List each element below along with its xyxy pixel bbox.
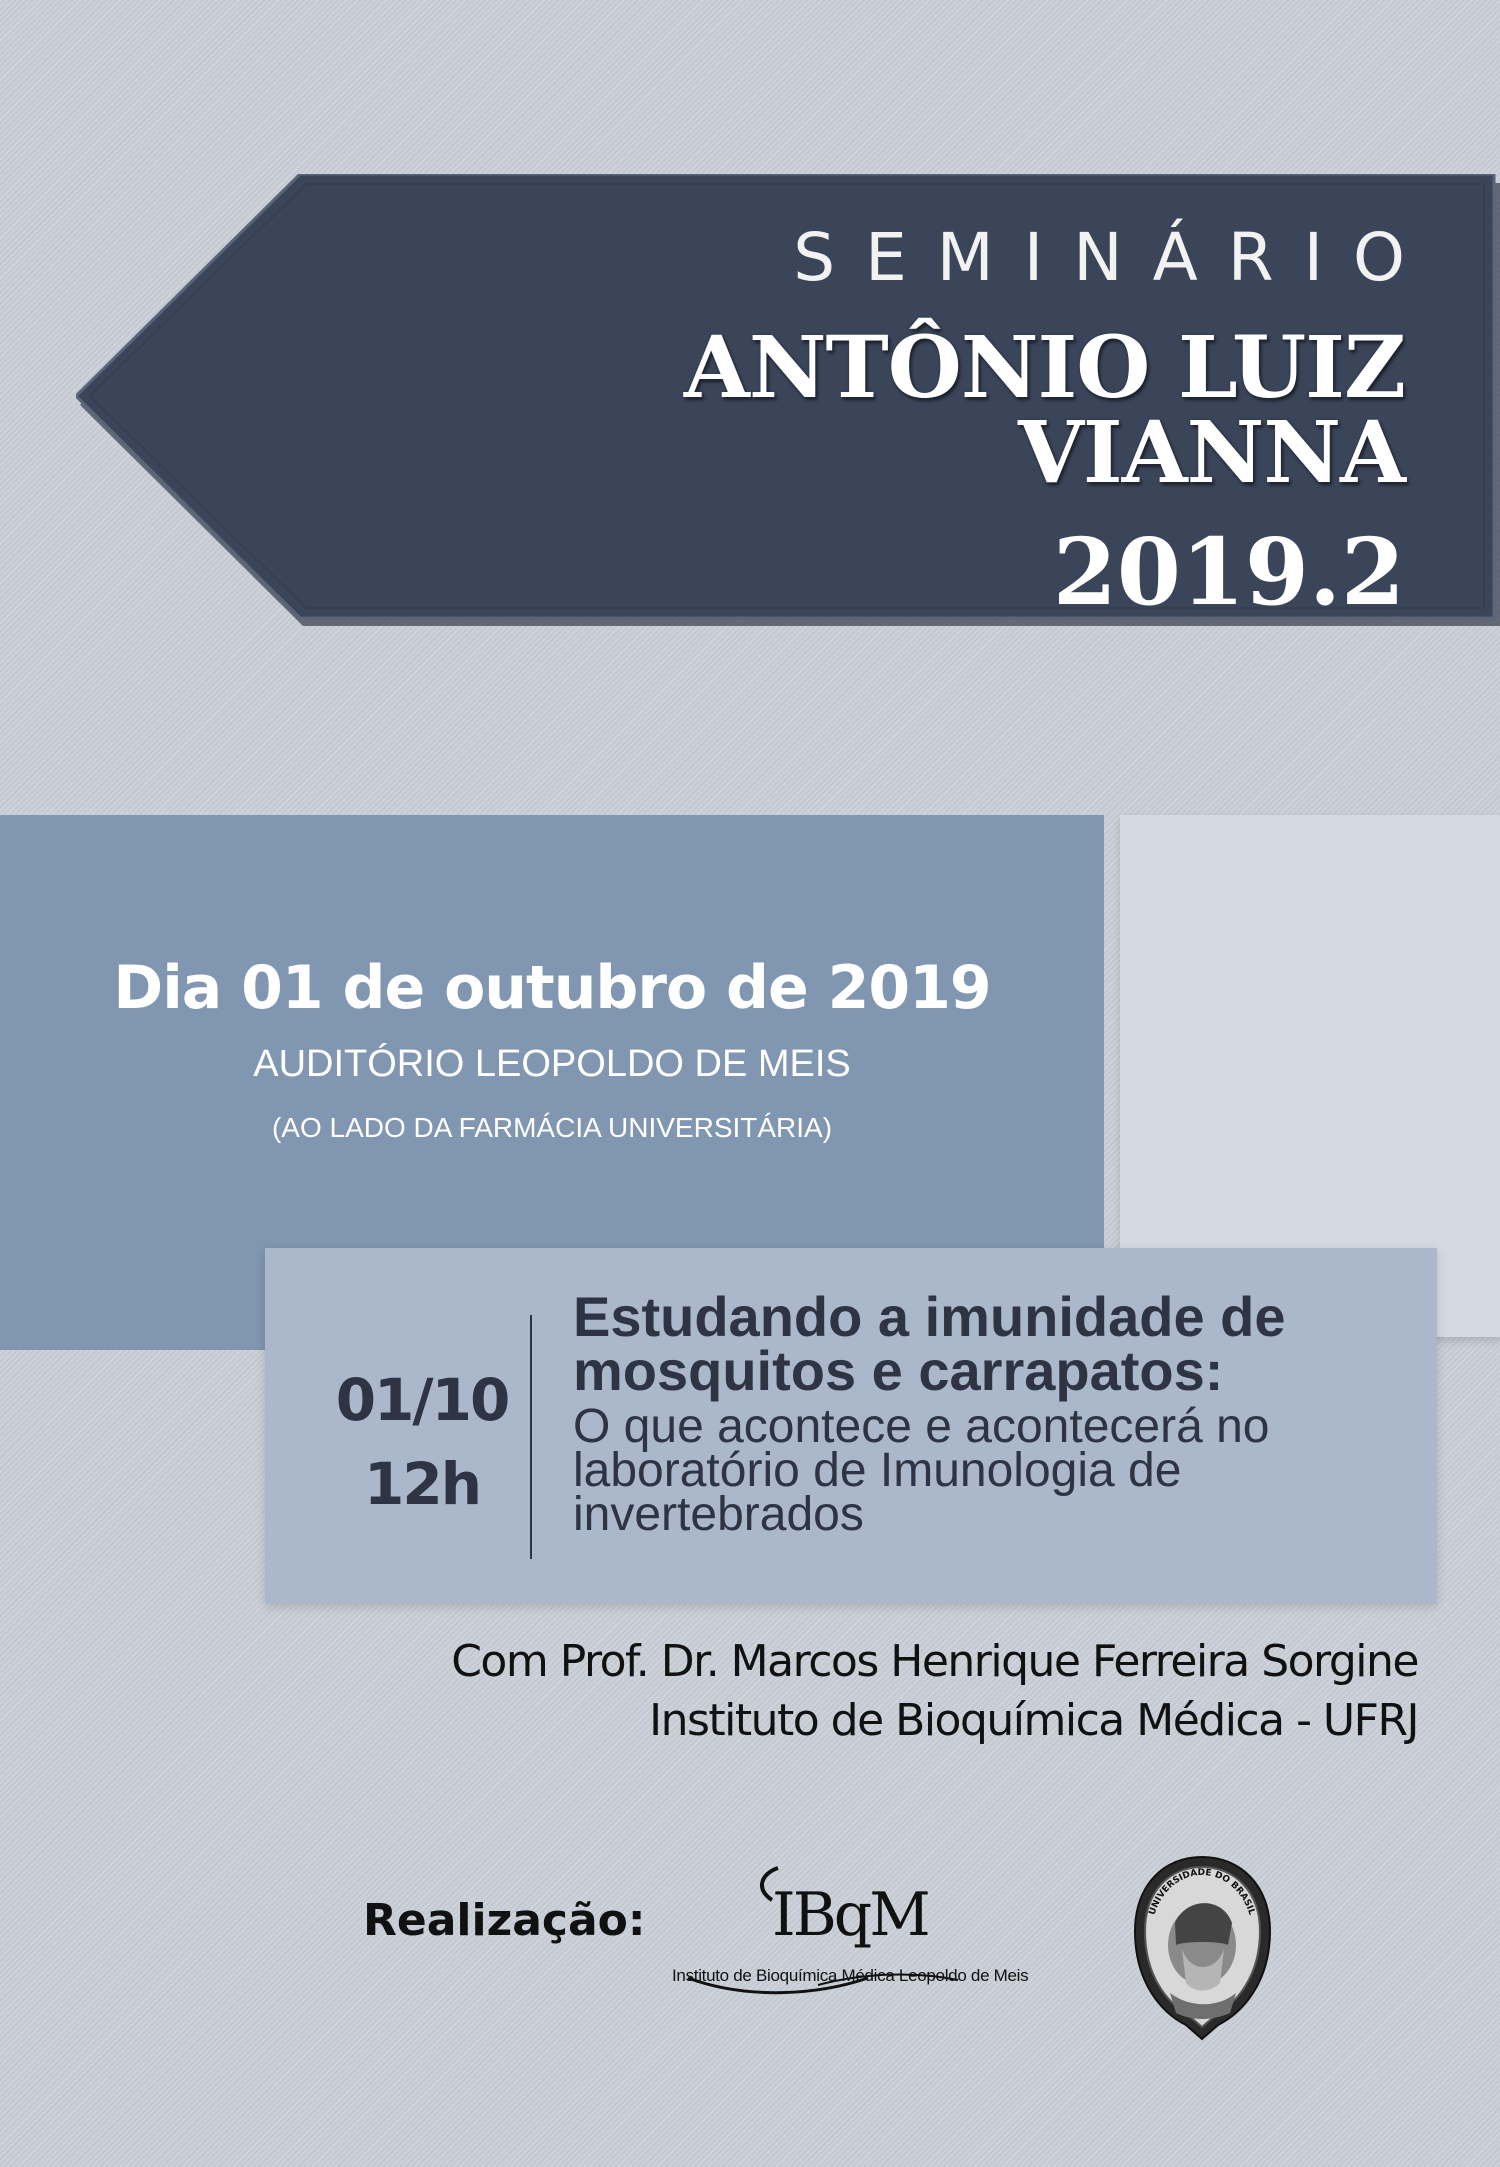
banner-edition: 2019.2	[1052, 518, 1405, 626]
talk-time: 12h	[363, 1450, 480, 1519]
talk-text	[573, 1285, 1433, 1541]
ibqm-logo-text: IBqM	[772, 1880, 928, 1950]
talk-divider	[530, 1315, 532, 1559]
ufrj-seal-text: UNIVERSIDADE DO BRASIL	[1147, 1867, 1257, 1917]
talk-title: Estudando a imunidade de mosquitos e carrapatos:	[573, 1285, 1286, 1403]
speaker-name: Com Prof. Dr. Marcos Henrique Ferreira Sorgine	[451, 1636, 1418, 1687]
event-date: Dia 01 de outubro de 2019	[113, 953, 991, 1023]
talk-datetime	[312, 1358, 532, 1526]
event-info	[0, 955, 1104, 1144]
event-venue: AUDITÓRIO LEOPOLDO DE MEIS	[253, 1043, 851, 1085]
talk-subtitle: O que acontece e acontecerá no laboratório de Imunologia de invertebrados	[573, 1399, 1270, 1541]
ibqm-caption: Instituto de Bioquímica Médica Leopoldo de Meis	[672, 1966, 1029, 1985]
speaker-affiliation: Instituto de Bioquímica Médica - UFRJ	[649, 1695, 1418, 1747]
banner-subtitle: SEMINÁRIO	[793, 219, 1435, 296]
talk-date: 01/10	[335, 1366, 509, 1434]
ufrj-seal-logo	[1130, 1853, 1275, 2043]
speaker-info	[200, 1632, 1418, 1751]
realizacao-label: Realização:	[363, 1895, 646, 1946]
banner-title: ANTÔNIO LUIZ VIANNA	[683, 318, 1405, 503]
banner-text	[300, 219, 1435, 626]
event-venue-note: (AO LADO DA FARMÁCIA UNIVERSITÁRIA)	[271, 1112, 833, 1143]
